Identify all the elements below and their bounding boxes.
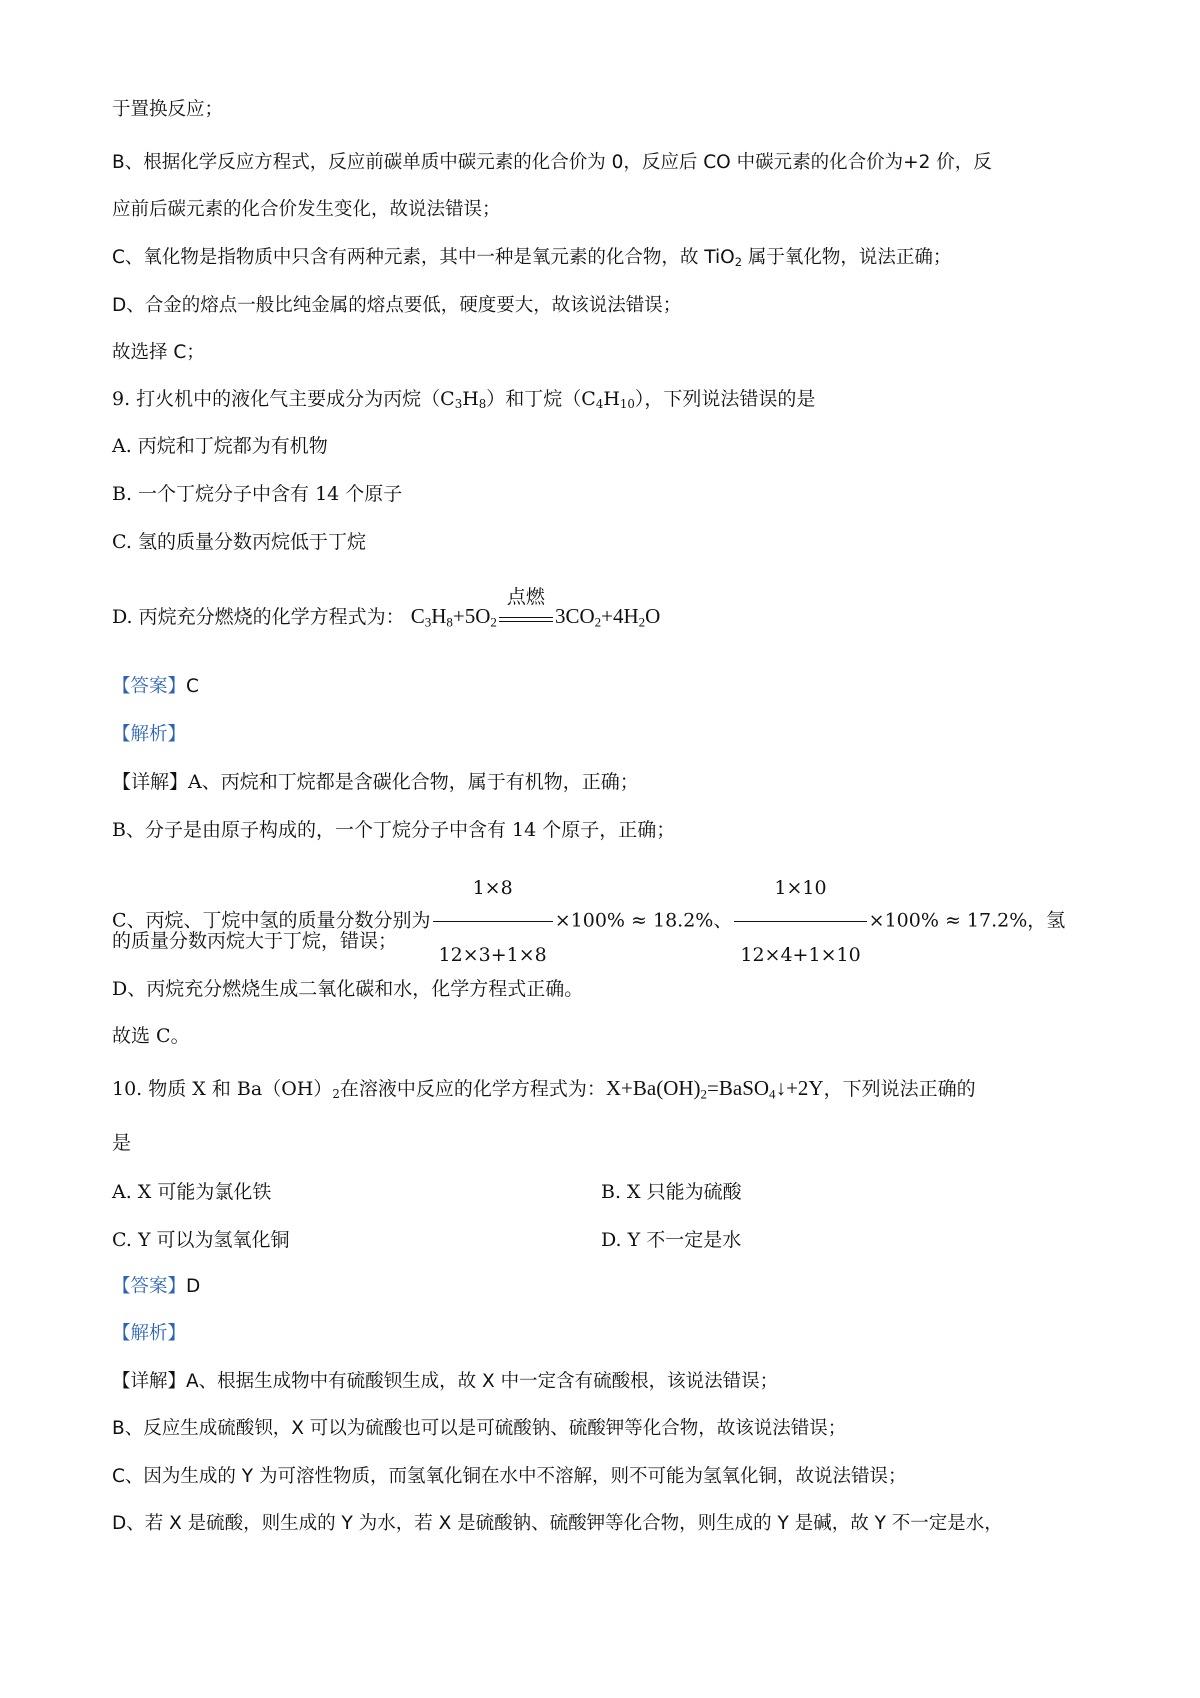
q9-detail-1: 【详解】A、丙烷和丁烷都是含碳化合物，属于有机物，正确；	[112, 771, 639, 793]
intro-line-0: 于置换反应；	[112, 99, 224, 120]
q9-combustion-equation: $C_3H_8+5O_2$ 点燃 $3CO_2+4H_2O$	[410, 585, 661, 630]
intro-line-1: B、根据化学反应方程式，反应前碳单质中碳元素的化合价为 0，反应后 CO 中碳元素的化合价为+2 价，反	[112, 152, 992, 173]
intro-line-4: D、合金的熔点一般比纯金属的熔点要低，硬度要大，故该说法错误；	[112, 295, 682, 316]
q9-detail-3b: 的质量分数丙烷大于丁烷，错误；	[112, 930, 398, 952]
q9-option-c: C. 氢的质量分数丙烷低于丁烷	[112, 531, 366, 553]
detail-tag: 【详解】	[112, 771, 189, 793]
q9-analysis-tag: 【解析】	[112, 724, 187, 745]
q9-detail-3: C、丙烷、丁烷中氢的质量分数分别为 $\frac{1\times 8}{12\times 3+1\times 8}$ ×100% ≈ 18.2%、 $\frac{1\times 10}{12\times 4+1\times 10}$ ×100% ≈ 17.2%，氢	[112, 858, 1065, 985]
q9-stem: 9. 打火机中的液化气主要成分为丙烷$(C_3H_8)$和丁烷$(C_4H_{10})$，下列说法错误的是	[112, 388, 816, 411]
fraction-butane: $\frac{1\times 10}{12\times 4+1\times 10}$	[734, 858, 866, 985]
answer-tag: 【答案】	[112, 676, 187, 697]
detail-tag: 【详解】	[112, 1371, 187, 1392]
reaction-condition-arrow: 点燃	[499, 615, 553, 622]
q9-choose: 故选 C。	[112, 1025, 190, 1047]
q9-detail-2: B、分子是由原子构成的，一个丁烷分子中含有 14 个原子，正确；	[112, 819, 676, 841]
q10-option-b: B. X 只能为硫酸	[601, 1181, 742, 1203]
answer-tag: 【答案】	[112, 1276, 187, 1297]
intro-line-3: C、氧化物是指物质中只含有两种元素，其中一种是氧元素的化合物，故 TiO$_2$ 属于氧化物，说法正确；	[112, 247, 952, 269]
fraction-propane: $\frac{1\times 8}{12\times 3+1\times 8}$	[433, 858, 553, 985]
q9-option-b: B. 一个丁烷分子中含有 14 个原子	[112, 483, 403, 505]
q10-detail-1: 【详解】A、根据生成物中有硫酸钡生成，故 X 中一定含有硫酸根，该说法错误；	[112, 1371, 779, 1392]
intro-line-2: 应前后碳元素的化合价发生变化，故说法错误；	[112, 199, 501, 220]
q10-option-d: D. Y 不一定是水	[601, 1229, 742, 1251]
q10-detail-2: B、反应生成硫酸钡，X 可以为硫酸也可以是可硫酸钠、硫酸钾等化合物，故该说法错误；	[112, 1418, 847, 1439]
q9-detail-4: D、丙烷充分燃烧生成二氧化碳和水，化学方程式正确。	[112, 978, 584, 1000]
q9-answer: 【答案】C	[112, 676, 199, 697]
q10-equation: $X+Ba(OH)_2=BaSO_4↓+2Y$	[605, 1076, 824, 1102]
q10-detail-4: D、若 X 是硫酸，则生成的 Y 为水，若 X 是硫酸钠、硫酸钾等化合物，则生成的 Y 是碱，故 Y 不一定是水，	[112, 1513, 1003, 1534]
q10-detail-3: C、因为生成的 Y 为可溶性物质，而氢氧化铜在水中不溶解，则不可能为氢氧化铜，故说法错误；	[112, 1466, 907, 1487]
q10-option-c: C. Y 可以为氢氧化铜	[112, 1229, 290, 1251]
q10-analysis-tag: 【解析】	[112, 1323, 187, 1344]
intro-line-5: 故选择 C；	[112, 342, 205, 363]
q9-option-d: D. 丙烷充分燃烧的化学方程式为： $C_3H_8+5O_2$ 点燃 $3CO_2+4H_2O$	[112, 585, 661, 630]
q10-stem: 10. 物质 X 和 $Ba(OH)_2$在溶液中反应的化学方程式为：$X+Ba(OH)_2=BaSO_4↓+2Y$，下列说法正确的	[112, 1076, 976, 1102]
q9-option-a: A. 丙烷和丁烷都为有机物	[112, 435, 328, 457]
q10-stem-end: 是	[112, 1132, 132, 1154]
q10-option-a: A. X 可能为氯化铁	[112, 1181, 272, 1203]
q10-answer: 【答案】D	[112, 1276, 201, 1297]
